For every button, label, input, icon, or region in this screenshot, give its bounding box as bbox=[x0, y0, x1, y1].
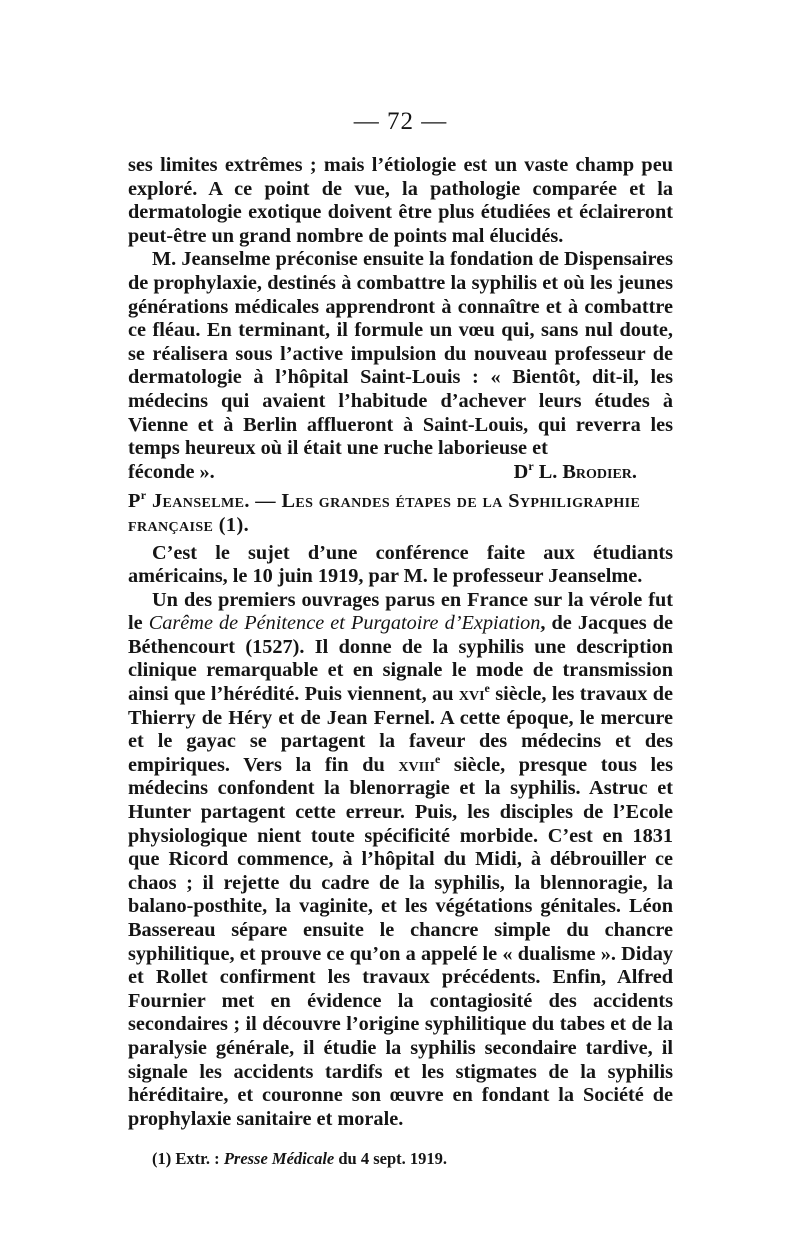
paragraph-4-part-2: , de Jacques de Béthencourt (1527). Il donne de la syphilis une description clinique remarquable et en signale le mode de transmission ainsi que l’hérédité. Puis viennent, au bbox=[128, 612, 673, 706]
footnote-date: du 4 sept. 1919. bbox=[338, 1149, 448, 1169]
heading-note-ref: (1). bbox=[218, 513, 250, 536]
heading-prefix-sup: r bbox=[140, 488, 147, 503]
review-heading bbox=[128, 490, 673, 537]
book-page bbox=[128, 108, 673, 1169]
paragraph-4 bbox=[128, 589, 673, 1132]
paragraph-3: C’est le sujet d’une conférence faite aux étudiants américains, le 10 juin 1919, par M. le professeur Jeanselme. bbox=[128, 541, 673, 588]
paragraph-2-last-line: féconde ». bbox=[128, 460, 215, 483]
heading-author: Jeanselme. bbox=[152, 490, 250, 513]
signature-name: L. Brodier. bbox=[538, 460, 637, 483]
century-18-sup: e bbox=[434, 752, 441, 767]
heading-title: Les grandes étapes de la Syphiligraphie française bbox=[128, 490, 641, 536]
paragraph-4-part-4: siècle, presque tous les médecins confondent la blenorragie et la syphilis. Astruc et Hunter partagent cette erreur. Puis, les disciples de l’Ecole physiologique nient toute spécificité morbide. C’est en 1831 que Ricord commence, à l’hôpital du Midi, à débrouiller ce chaos ; il rejette du cadre de la syphilis, la blennoragie, la balano-posthite, la vaginite, et les végétations génitales. Léon Bassereau sépare ensuite le chancre simple du chancre syphilitique, et prouve ce qu’on a appelé le « dualisme ». Diday et Rollet confirment les travaux précédents. Enfin, Alfred Fournier met en évidence la contagiosité des accidents secondaires ; il découvre l’origine syphilitique du tabes et de la paralysie générale, il étudie la syphilis secondaire tardive, il signale les accidents tardifs et les stigmates de la syphilis héréditaire, et couronne son œuvre en fondant la Société de prophylaxie sanitaire et morale. bbox=[128, 753, 673, 1130]
footnote-marker: (1) bbox=[152, 1149, 172, 1169]
footnote-label: Extr. : bbox=[175, 1149, 220, 1169]
paragraph-1: ses limites extrêmes ; mais l’étiologie est un vaste champ peu exploré. A ce point de vue, la pathologie comparée et la dermatologie exotique doivent être plus étudiées et éclaireront peut-être un grand nombre de points mal élucidés. bbox=[128, 154, 673, 247]
book-title: Carême de Pénitence et Purgatoire d’Expiation bbox=[148, 612, 541, 635]
paragraph-2-end bbox=[128, 458, 673, 485]
signature bbox=[513, 458, 637, 485]
footnote bbox=[152, 1149, 673, 1169]
page-number: — 72 — bbox=[353, 108, 448, 135]
heading-prefix: P bbox=[128, 490, 141, 513]
signature-prefix-sup: r bbox=[528, 458, 534, 473]
signature-prefix: D bbox=[513, 460, 529, 483]
paragraph-4-part-3: siècle, les travaux de Thierry de Héry et de Jean Fernel. A cette époque, le mercure et le gayac se partagent la faveur des médecins et des empiriques. Vers la fin du bbox=[128, 683, 673, 776]
heading-dash: — bbox=[255, 490, 276, 513]
paragraph-2: M. Jeanselme préconise ensuite la fondation de Dispensaires de prophylaxie, destinés à combattre la syphilis et où les jeunes générations médicales apprendront à connaître et à combattre ce fléau. En terminant, il formule un vœu qui, sans nul doute, se réalisera sous l’active impulsion du nouveau professeur de dermatologie à l’hôpital Saint-Louis : « Bientôt, dit-il, les médecins qui avaient l’habitude d’achever leurs études à Vienne et à Berlin afflueront à Saint-Louis, qui reverra les temps heureux où il était une ruche laborieuse et bbox=[128, 248, 673, 460]
footnote-source: Presse Médicale bbox=[223, 1149, 335, 1169]
century-16-sup: e bbox=[484, 681, 490, 696]
paragraph-4-part-1: Un des premiers ouvrages parus en France sur la vérole fut le bbox=[128, 588, 673, 635]
century-18: xviii bbox=[398, 753, 435, 776]
century-16: xvi bbox=[458, 683, 485, 706]
